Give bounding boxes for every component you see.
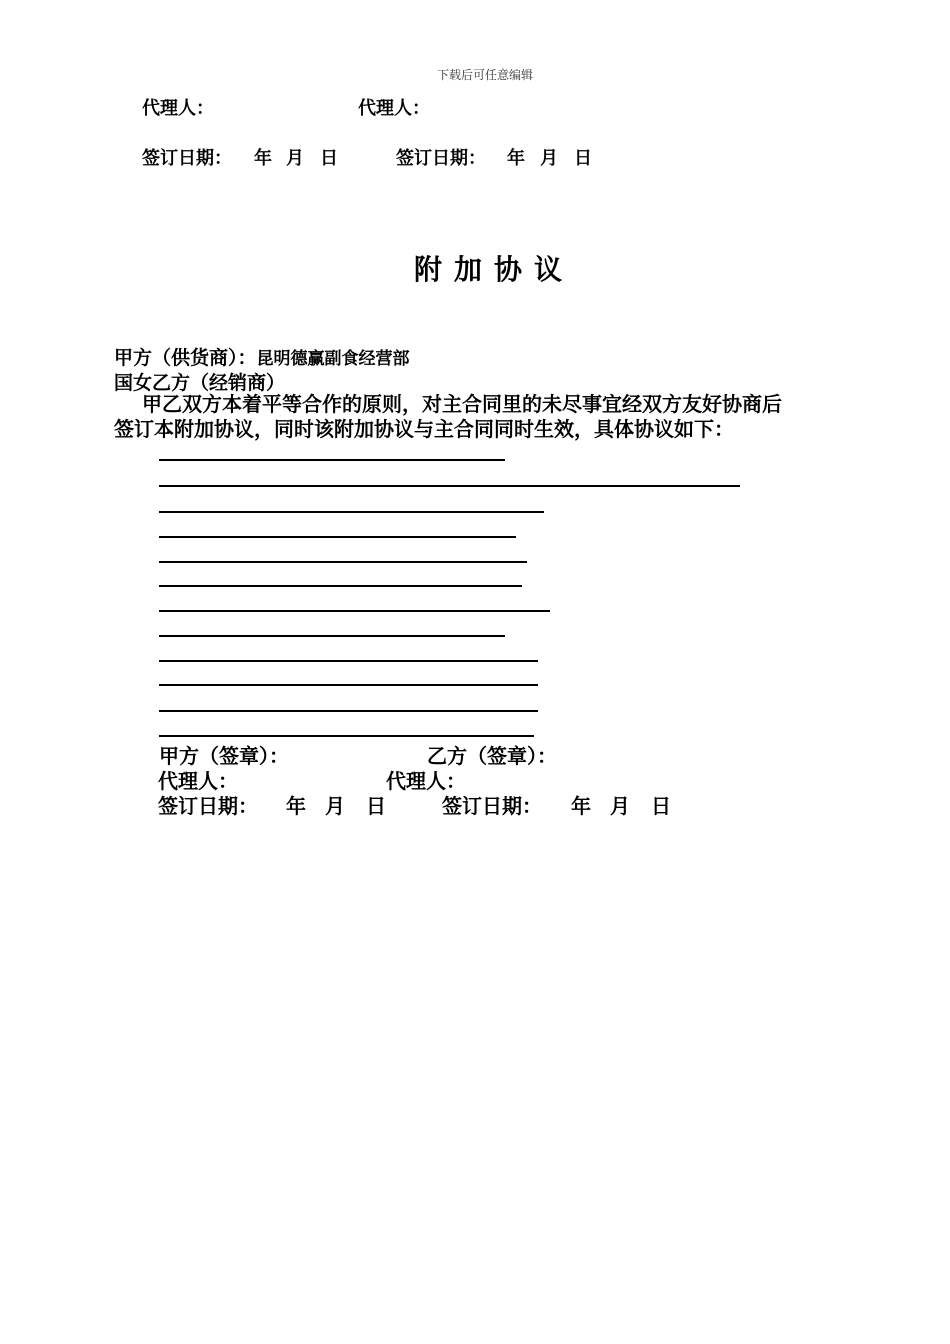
- party-a-label: 甲方（供货商）：: [114, 347, 257, 369]
- top-date-right-day: 日: [574, 148, 592, 169]
- bottom-date-right-label: 签订日期：: [442, 794, 542, 818]
- top-date-left-year: 年: [254, 148, 272, 169]
- top-date-left-month: 月: [286, 148, 304, 169]
- blank-line: [159, 684, 538, 686]
- blank-line: [159, 710, 538, 712]
- blank-line: [159, 635, 505, 637]
- top-date-left-label: 签订日期：: [142, 148, 232, 169]
- blank-line: [159, 610, 550, 612]
- party-b-seal-label: 乙方（签章）：: [427, 744, 557, 768]
- blank-line: [159, 561, 527, 563]
- bottom-agent-left-label: 代理人：: [158, 769, 238, 793]
- top-agent-left-label: 代理人：: [142, 98, 214, 119]
- bottom-date-left-label: 签订日期：: [158, 794, 258, 818]
- blank-line: [159, 660, 538, 662]
- body-line-1: 甲乙双方本着平等合作的原则，对主合同里的未尽事宜经双方友好协商后: [142, 392, 782, 416]
- top-date-right-month: 月: [540, 148, 558, 169]
- bottom-agent-right-label: 代理人：: [386, 769, 466, 793]
- bottom-date-right-day: 日: [651, 794, 671, 818]
- bottom-date-right-month: 月: [610, 794, 630, 818]
- party-b-label: 国女乙方（经销商）: [114, 372, 286, 394]
- top-agent-right-label: 代理人：: [358, 98, 430, 119]
- blank-line: [159, 485, 740, 487]
- blank-line: [159, 511, 544, 513]
- top-date-left-day: 日: [320, 148, 338, 169]
- blank-line: [159, 735, 534, 737]
- body-line-2: 签订本附加协议，同时该附加协议与主合同同时生效，具体协议如下：: [114, 417, 734, 441]
- party-a-seal-label: 甲方（签章）：: [159, 744, 289, 768]
- document-title: 附加协议: [413, 253, 574, 286]
- top-date-right-label: 签订日期：: [396, 148, 486, 169]
- blank-line: [159, 459, 505, 461]
- party-a-company: 昆明德赢副食经营部: [256, 349, 410, 369]
- blank-line: [159, 536, 516, 538]
- bottom-date-left-day: 日: [366, 794, 386, 818]
- party-a-line: [114, 343, 410, 370]
- blank-line: [159, 585, 522, 587]
- top-date-right-year: 年: [507, 148, 525, 169]
- bottom-date-left-month: 月: [325, 794, 345, 818]
- bottom-date-right-year: 年: [571, 794, 591, 818]
- bottom-date-left-year: 年: [286, 794, 306, 818]
- header-note: 下载后可任意编辑: [436, 68, 533, 82]
